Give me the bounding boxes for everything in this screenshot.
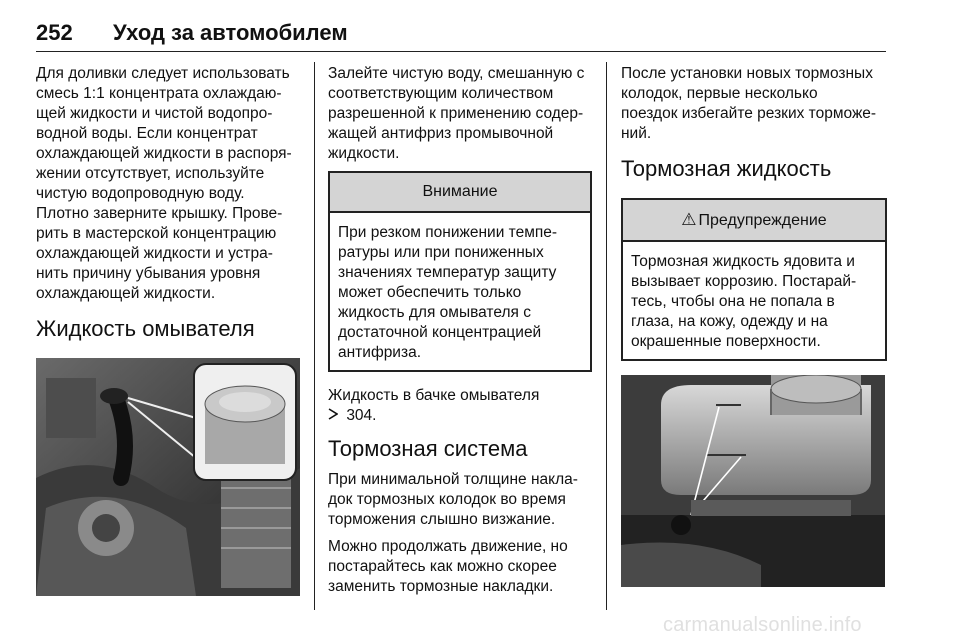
brake-system-paragraph: При минимальной толщине накла- док тормозных колодок во время торможения слышно визжание. [328,471,578,528]
washer-reservoir-illustration [36,358,300,596]
notice-box [328,171,592,372]
notice-title: Внимание [330,173,590,213]
reference-page-link[interactable]: 304. [346,407,377,424]
page-number: 252 [36,20,73,45]
page-title: Уход за автомобилем [113,20,348,45]
watermark: carmanualsonline.info [663,614,862,636]
warning-box [621,198,887,361]
reference-arrow-icon [328,407,342,424]
brake-fluid-heading: Тормозная жидкость [621,156,832,181]
column-divider [314,62,315,610]
cross-reference: Жидкость в бачке омывателя 304. [328,387,540,424]
warning-title: Предупреждение [698,212,827,229]
brake-pad-replace-paragraph: Можно продолжать движение, но постарайтесь как можно скорее заменить тормозные накладки. [328,538,568,595]
column-1 [36,64,304,596]
column-2 [328,64,592,604]
coolant-paragraph: Для доливки следует использовать смесь 1:1 концентрата охлаждаю- щей жидкости и чистой водопро- водной воды. Если концентрат охлаждающей жидкости в распоря- жении отсутствует, используйте чистую водопроводную воду. Плотно заверните крышку. Прове- рить в мастерской концентрацию охлаждающей жидкости и устра- нить причину убывания уровня охлаждающей жидкости. [36,65,292,302]
column-3 [621,64,887,587]
notice-text: При резком понижении темпе- ратуры или при пониженных значениях температур защиту может обеспечить только жидкость для омывателя с достаточной концентрацией антифриза. [338,224,558,361]
brake-system-heading: Тормозная система [328,436,528,461]
header-rule [36,51,886,52]
warning-triangle-icon: ⚠ [681,210,697,229]
new-pads-paragraph: После установки новых тормозных колодок, первые несколько поездок избегайте резких торможе- ний. [621,65,877,142]
brake-fluid-reservoir-illustration [621,375,885,587]
warning-text: Тормозная жидкость ядовита и вызывает коррозию. Постарай- тесь, чтобы она не попала в глаза, на кожу, одежду и на окрашенные поверхности. [631,253,857,350]
washer-fluid-heading: Жидкость омывателя [36,316,255,341]
column-divider [606,62,607,610]
washer-fluid-paragraph: Залейте чистую воду, смешанную с соответствующим количеством разрешенной к применению содер- жащей антифриз промывочной жидкости. [328,65,585,162]
